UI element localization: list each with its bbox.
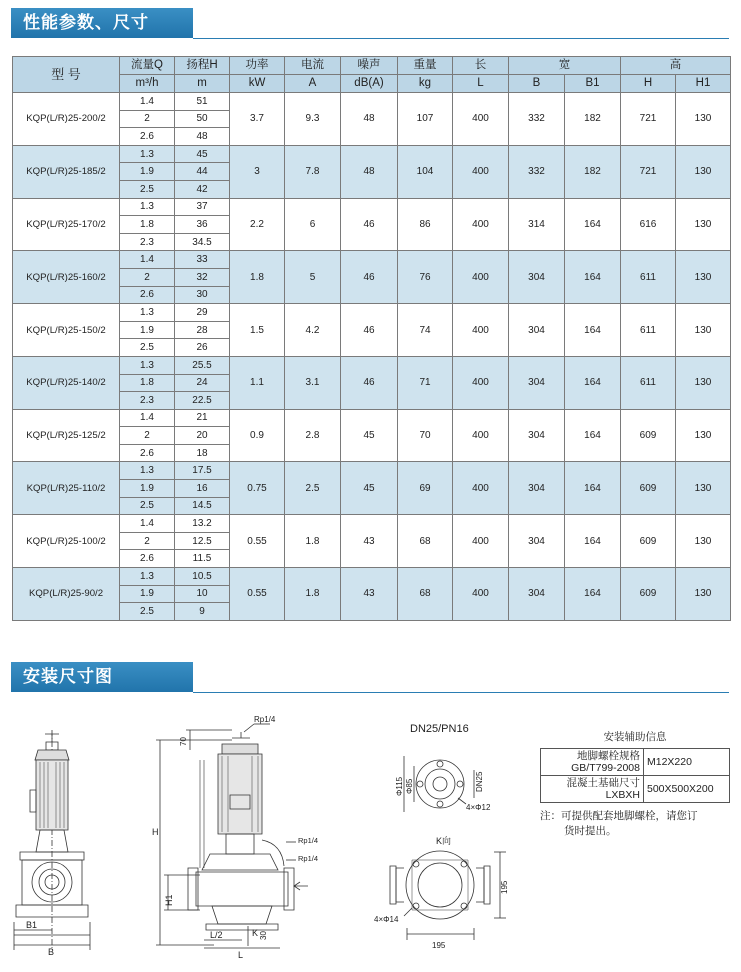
- flow-cell: 2.6: [120, 128, 175, 146]
- power-cell: 0.9: [230, 409, 285, 462]
- unit-height-h: H: [621, 75, 676, 93]
- current-cell: 5: [285, 251, 341, 304]
- rp-low-label: Rp1/4: [298, 854, 319, 863]
- height-h-cell: 611: [621, 356, 676, 409]
- width-b-cell: 304: [509, 304, 565, 357]
- height-h-cell: 611: [621, 304, 676, 357]
- model-group: [13, 198, 731, 251]
- model-cell: KQP(L/R)25-170/2: [13, 198, 120, 251]
- flange-title: DN25/PN16: [410, 723, 469, 735]
- current-cell: 2.5: [285, 462, 341, 515]
- flow-cell: 1.9: [120, 480, 175, 498]
- aux-row: [541, 749, 730, 776]
- head-cell: 34.5: [175, 233, 230, 251]
- table-row: [13, 356, 731, 374]
- power-cell: 3: [230, 145, 285, 198]
- length-cell: 400: [453, 304, 509, 357]
- height-h1-cell: 130: [676, 304, 731, 357]
- head-cell: 16: [175, 480, 230, 498]
- current-cell: 6: [285, 198, 341, 251]
- flow-cell: 1.4: [120, 409, 175, 427]
- aux-label-line2: LXBXH: [605, 789, 640, 801]
- head-cell: 37: [175, 198, 230, 216]
- head-cell: 48: [175, 128, 230, 146]
- noise-cell: 43: [341, 568, 398, 621]
- flow-cell: 1.4: [120, 515, 175, 533]
- height-h-cell: 609: [621, 462, 676, 515]
- height-h-cell: 616: [621, 198, 676, 251]
- model-group: [13, 251, 731, 304]
- weight-cell: 71: [398, 356, 453, 409]
- aux-row: [541, 776, 730, 803]
- flow-cell: 1.3: [120, 198, 175, 216]
- dim-195-vertical: 195: [500, 880, 509, 894]
- noise-cell: 43: [341, 515, 398, 568]
- aux-table: [540, 748, 730, 803]
- head-cell: 25.5: [175, 356, 230, 374]
- weight-cell: 107: [398, 93, 453, 146]
- pump-front-view: [14, 730, 90, 957]
- head-cell: 26: [175, 339, 230, 357]
- head-cell: 30: [175, 286, 230, 304]
- height-h-cell: 721: [621, 145, 676, 198]
- aux-label-line2: GB/T799-2008: [571, 762, 640, 774]
- length-cell: 400: [453, 93, 509, 146]
- current-cell: 1.8: [285, 568, 341, 621]
- length-cell: 400: [453, 568, 509, 621]
- noise-cell: 48: [341, 145, 398, 198]
- head-cell: 13.2: [175, 515, 230, 533]
- flow-cell: 1.9: [120, 585, 175, 603]
- head-cell: 9: [175, 603, 230, 621]
- flow-cell: 1.3: [120, 462, 175, 480]
- power-cell: 1.1: [230, 356, 285, 409]
- flow-cell: 2.5: [120, 497, 175, 515]
- current-cell: 9.3: [285, 93, 341, 146]
- head-cell: 42: [175, 180, 230, 198]
- k-view-label: K向: [436, 836, 452, 846]
- head-cell: 44: [175, 163, 230, 181]
- model-group: [13, 462, 731, 515]
- performance-section-title: 性能参数、尺寸: [11, 8, 193, 38]
- head-cell: 21: [175, 409, 230, 427]
- unit-width-b1: B1: [565, 75, 621, 93]
- table-row: [13, 462, 731, 480]
- flow-cell: 2: [120, 427, 175, 445]
- head-cell: 14.5: [175, 497, 230, 515]
- dim-b1-label: B1: [26, 920, 38, 930]
- width-b-cell: 332: [509, 145, 565, 198]
- head-cell: 51: [175, 93, 230, 111]
- noise-cell: 46: [341, 304, 398, 357]
- height-h1-cell: 130: [676, 145, 731, 198]
- current-cell: 1.8: [285, 515, 341, 568]
- unit-length: L: [453, 75, 509, 93]
- head-cell: 24: [175, 374, 230, 392]
- phi85-label: Φ85: [405, 778, 414, 794]
- header-model: 型 号: [13, 57, 120, 93]
- model-cell: KQP(L/R)25-90/2: [13, 568, 120, 621]
- width-b1-cell: 164: [565, 251, 621, 304]
- section-divider: [193, 38, 729, 39]
- dim-h-label: H: [152, 827, 159, 837]
- model-group: [13, 145, 731, 198]
- unit-current: A: [285, 75, 341, 93]
- table-row: [13, 515, 731, 533]
- power-cell: 2.2: [230, 198, 285, 251]
- aux-label-line1: 混凝土基础尺寸: [566, 777, 640, 789]
- height-h1-cell: 130: [676, 356, 731, 409]
- holes-4x12-label: 4×Φ12: [466, 803, 491, 812]
- noise-cell: 46: [341, 251, 398, 304]
- table-row: [13, 251, 731, 269]
- rp-mid-label: Rp1/4: [298, 836, 319, 845]
- width-b1-cell: 182: [565, 145, 621, 198]
- width-b1-cell: 182: [565, 93, 621, 146]
- dim-70-label: 70: [179, 737, 188, 746]
- pump-side-view: [152, 715, 318, 960]
- width-b-cell: 304: [509, 356, 565, 409]
- model-cell: KQP(L/R)25-185/2: [13, 145, 120, 198]
- model-cell: KQP(L/R)25-160/2: [13, 251, 120, 304]
- head-cell: 17.5: [175, 462, 230, 480]
- weight-cell: 68: [398, 568, 453, 621]
- installation-section-title: 安装尺寸图: [11, 662, 193, 692]
- flow-cell: 1.8: [120, 216, 175, 234]
- height-h1-cell: 130: [676, 568, 731, 621]
- head-cell: 10.5: [175, 568, 230, 586]
- width-b1-cell: 164: [565, 356, 621, 409]
- weight-cell: 86: [398, 198, 453, 251]
- head-cell: 29: [175, 304, 230, 322]
- unit-power: kW: [230, 75, 285, 93]
- flow-cell: 2.5: [120, 603, 175, 621]
- length-cell: 400: [453, 251, 509, 304]
- length-cell: 400: [453, 515, 509, 568]
- flow-cell: 2: [120, 268, 175, 286]
- aux-note-line2: 货时提出。: [564, 825, 617, 837]
- aux-label: [541, 776, 644, 803]
- height-h1-cell: 130: [676, 251, 731, 304]
- length-cell: 400: [453, 409, 509, 462]
- table-row: [13, 409, 731, 427]
- phi115-label: Φ115: [395, 776, 404, 796]
- width-b1-cell: 164: [565, 409, 621, 462]
- height-h-cell: 721: [621, 93, 676, 146]
- current-cell: 3.1: [285, 356, 341, 409]
- flow-cell: 2.5: [120, 180, 175, 198]
- model-group: [13, 409, 731, 462]
- width-b-cell: 304: [509, 251, 565, 304]
- flow-cell: 2.6: [120, 550, 175, 568]
- aux-note: [540, 809, 730, 839]
- flow-cell: 2.3: [120, 233, 175, 251]
- head-cell: 11.5: [175, 550, 230, 568]
- flow-cell: 1.3: [120, 304, 175, 322]
- aux-title: 安装辅助信息: [603, 731, 667, 743]
- height-h1-cell: 130: [676, 93, 731, 146]
- flow-cell: 1.3: [120, 145, 175, 163]
- width-b1-cell: 164: [565, 515, 621, 568]
- dim-l-label: L: [238, 950, 244, 960]
- model-group: [13, 515, 731, 568]
- dim-195-horizontal: 195: [432, 941, 446, 950]
- power-cell: 0.55: [230, 568, 285, 621]
- head-cell: 33: [175, 251, 230, 269]
- height-h1-cell: 130: [676, 198, 731, 251]
- current-cell: 4.2: [285, 304, 341, 357]
- model-group: [13, 568, 731, 621]
- power-cell: 0.55: [230, 515, 285, 568]
- dim-k-label: K: [252, 928, 259, 938]
- unit-width-b: B: [509, 75, 565, 93]
- holes-4x14-label: 4×Φ14: [374, 915, 399, 924]
- flow-cell: 1.8: [120, 374, 175, 392]
- head-cell: 28: [175, 321, 230, 339]
- header-height: 高: [621, 57, 731, 75]
- header-flow: 流量Q: [120, 57, 175, 75]
- model-cell: KQP(L/R)25-110/2: [13, 462, 120, 515]
- aux-value: M12X220: [644, 749, 730, 776]
- noise-cell: 48: [341, 93, 398, 146]
- width-b-cell: 304: [509, 462, 565, 515]
- model-group: [13, 304, 731, 357]
- dim-h1-label: H1: [164, 894, 174, 906]
- flow-cell: 1.4: [120, 93, 175, 111]
- header-noise: 噪声: [341, 57, 398, 75]
- height-h1-cell: 130: [676, 409, 731, 462]
- flow-cell: 1.9: [120, 163, 175, 181]
- table-row: [13, 304, 731, 322]
- model-group: [13, 356, 731, 409]
- noise-cell: 46: [341, 356, 398, 409]
- unit-height-h1: H1: [676, 75, 731, 93]
- height-h1-cell: 130: [676, 462, 731, 515]
- noise-cell: 45: [341, 462, 398, 515]
- flow-cell: 2.3: [120, 392, 175, 410]
- length-cell: 400: [453, 145, 509, 198]
- weight-cell: 69: [398, 462, 453, 515]
- flow-cell: 1.4: [120, 251, 175, 269]
- length-cell: 400: [453, 462, 509, 515]
- flow-cell: 2: [120, 110, 175, 128]
- model-cell: KQP(L/R)25-125/2: [13, 409, 120, 462]
- flange-view: [395, 723, 491, 812]
- flow-cell: 2.6: [120, 444, 175, 462]
- section-divider: [193, 692, 729, 693]
- header-current: 电流: [285, 57, 341, 75]
- power-cell: 1.5: [230, 304, 285, 357]
- aux-label: [541, 749, 644, 776]
- flow-cell: 1.3: [120, 356, 175, 374]
- width-b-cell: 332: [509, 93, 565, 146]
- table-row: [13, 198, 731, 216]
- model-group: [13, 93, 731, 146]
- width-b-cell: 304: [509, 515, 565, 568]
- height-h-cell: 609: [621, 409, 676, 462]
- dim-b-label: B: [48, 947, 55, 957]
- header-power: 功率: [230, 57, 285, 75]
- table-row: [13, 145, 731, 163]
- height-h-cell: 611: [621, 251, 676, 304]
- width-b1-cell: 164: [565, 568, 621, 621]
- width-b1-cell: 164: [565, 198, 621, 251]
- k-view: [374, 835, 509, 950]
- weight-cell: 104: [398, 145, 453, 198]
- height-h1-cell: 130: [676, 515, 731, 568]
- flow-cell: 2.6: [120, 286, 175, 304]
- current-cell: 2.8: [285, 409, 341, 462]
- height-h-cell: 609: [621, 568, 676, 621]
- header-head: 扬程H: [175, 57, 230, 75]
- aux-note-line1: 注：可提供配套地脚螺栓，请您订: [540, 810, 698, 822]
- unit-weight: kg: [398, 75, 453, 93]
- unit-noise: dB(A): [341, 75, 398, 93]
- flow-cell: 1.3: [120, 568, 175, 586]
- flow-cell: 2: [120, 532, 175, 550]
- power-cell: 0.75: [230, 462, 285, 515]
- head-cell: 18: [175, 444, 230, 462]
- noise-cell: 45: [341, 409, 398, 462]
- height-h-cell: 609: [621, 515, 676, 568]
- width-b-cell: 304: [509, 568, 565, 621]
- weight-cell: 70: [398, 409, 453, 462]
- model-cell: KQP(L/R)25-140/2: [13, 356, 120, 409]
- width-b-cell: 304: [509, 409, 565, 462]
- unit-head: m: [175, 75, 230, 93]
- installation-aux-info: [540, 729, 730, 839]
- current-cell: 7.8: [285, 145, 341, 198]
- width-b1-cell: 164: [565, 304, 621, 357]
- weight-cell: 68: [398, 515, 453, 568]
- dn25-label: DN25: [475, 771, 484, 792]
- header-length: 长: [453, 57, 509, 75]
- aux-label-line1: 地脚螺栓规格: [577, 750, 640, 762]
- width-b-cell: 314: [509, 198, 565, 251]
- head-cell: 10: [175, 585, 230, 603]
- flow-cell: 1.9: [120, 321, 175, 339]
- length-cell: 400: [453, 198, 509, 251]
- width-b1-cell: 164: [565, 462, 621, 515]
- noise-cell: 46: [341, 198, 398, 251]
- table-row: [13, 568, 731, 586]
- header-weight: 重量: [398, 57, 453, 75]
- power-cell: 3.7: [230, 93, 285, 146]
- head-cell: 12.5: [175, 532, 230, 550]
- model-cell: KQP(L/R)25-200/2: [13, 93, 120, 146]
- dim-30-label: 30: [259, 931, 268, 940]
- head-cell: 20: [175, 427, 230, 445]
- model-cell: KQP(L/R)25-100/2: [13, 515, 120, 568]
- rp-top-label: Rp1/4: [254, 715, 276, 724]
- length-cell: 400: [453, 356, 509, 409]
- aux-value: 500X500X200: [644, 776, 730, 803]
- head-cell: 50: [175, 110, 230, 128]
- weight-cell: 74: [398, 304, 453, 357]
- flow-cell: 2.5: [120, 339, 175, 357]
- dim-l-half-label: L/2: [210, 930, 223, 940]
- head-cell: 45: [175, 145, 230, 163]
- head-cell: 22.5: [175, 392, 230, 410]
- table-row: [13, 93, 731, 111]
- performance-table: [12, 56, 731, 621]
- head-cell: 36: [175, 216, 230, 234]
- head-cell: 32: [175, 268, 230, 286]
- power-cell: 1.8: [230, 251, 285, 304]
- model-cell: KQP(L/R)25-150/2: [13, 304, 120, 357]
- unit-flow: m³/h: [120, 75, 175, 93]
- weight-cell: 76: [398, 251, 453, 304]
- header-width: 宽: [509, 57, 621, 75]
